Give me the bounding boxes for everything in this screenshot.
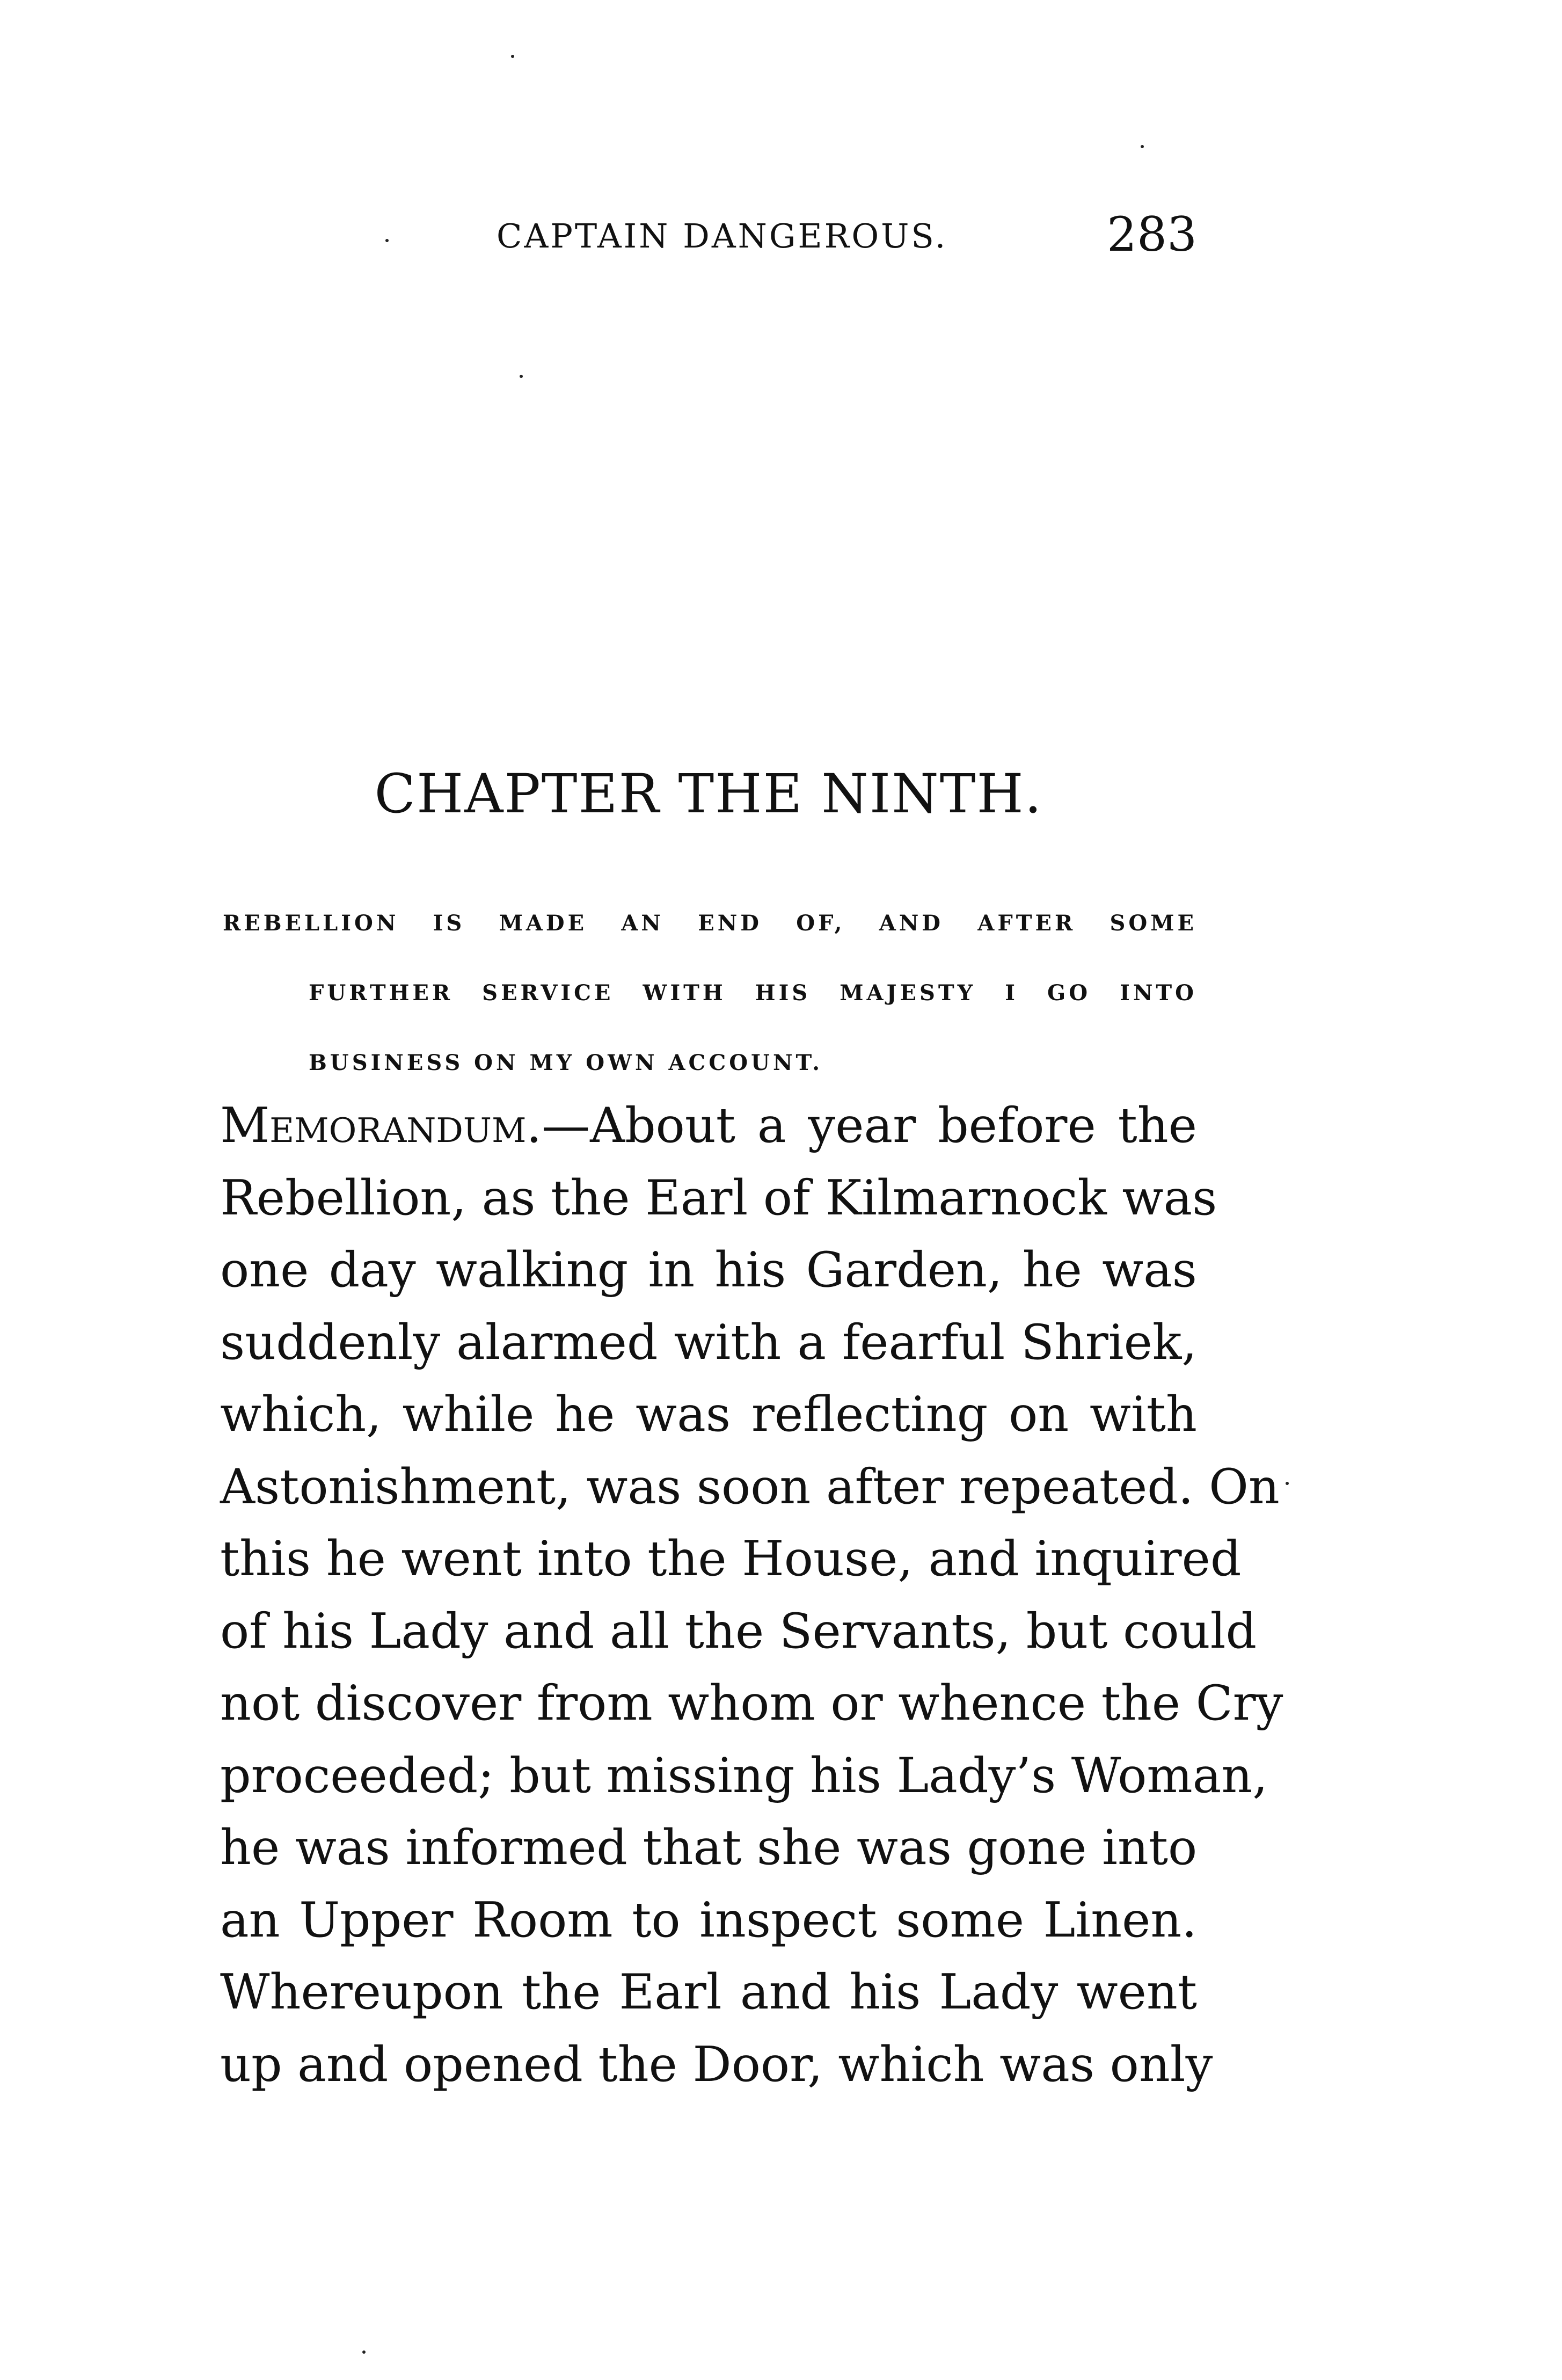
- ink-speck: [520, 375, 523, 378]
- body-line: he was informed that she was gone into: [220, 1819, 1198, 1876]
- ink-speck: [362, 2350, 366, 2354]
- body-line: up and opened the Door, which was only: [220, 2036, 1213, 2093]
- summary-line: REBELLION IS MADE AN END OF, AND AFTER SOME: [223, 911, 1197, 936]
- running-head: [220, 207, 1197, 266]
- ink-speck: [1141, 145, 1144, 148]
- chapter-summary: [223, 889, 1197, 1098]
- body-line: of his Lady and all the Servants, but could: [220, 1603, 1257, 1660]
- lead-word: Memorandum.: [220, 1097, 542, 1154]
- page-number: 283: [1107, 207, 1197, 262]
- body-line: [220, 1090, 1197, 1162]
- summary-line: FURTHER SERVICE WITH HIS MAJESTY I GO INTO: [309, 980, 1197, 1006]
- body-line: suddenly alarmed with a fearful Shriek,: [220, 1314, 1197, 1371]
- body-line: this he went into the House, and inquired: [220, 1531, 1242, 1587]
- body-text: [220, 1090, 1283, 2101]
- ink-speck: [511, 55, 514, 58]
- body-line: Whereupon the Earl and his Lady went: [220, 1964, 1197, 2020]
- body-line: not discover from whom or whence the Cry: [220, 1675, 1283, 1731]
- body-line: an Upper Room to inspect some Linen.: [220, 1891, 1197, 1948]
- body-line: which, while he was reflecting on with: [220, 1386, 1197, 1443]
- body-line: one day walking in his Garden, he was: [220, 1242, 1197, 1298]
- summary-line: BUSINESS ON MY OWN ACCOUNT.: [309, 1050, 823, 1075]
- body-line: proceeded; but missing his Lady’s Woman,: [220, 1747, 1268, 1804]
- chapter-title: CHAPTER THE NINTH.: [374, 762, 1043, 825]
- body-line: Rebellion, as the Earl of Kilmarnock was: [220, 1169, 1217, 1226]
- first-line-rest: —About a year before the: [542, 1097, 1197, 1154]
- body-line: Astonishment, was soon after repeated. On: [220, 1458, 1280, 1515]
- ink-speck: [1286, 1482, 1289, 1485]
- running-title: CAPTAIN DANGEROUS.: [497, 216, 948, 256]
